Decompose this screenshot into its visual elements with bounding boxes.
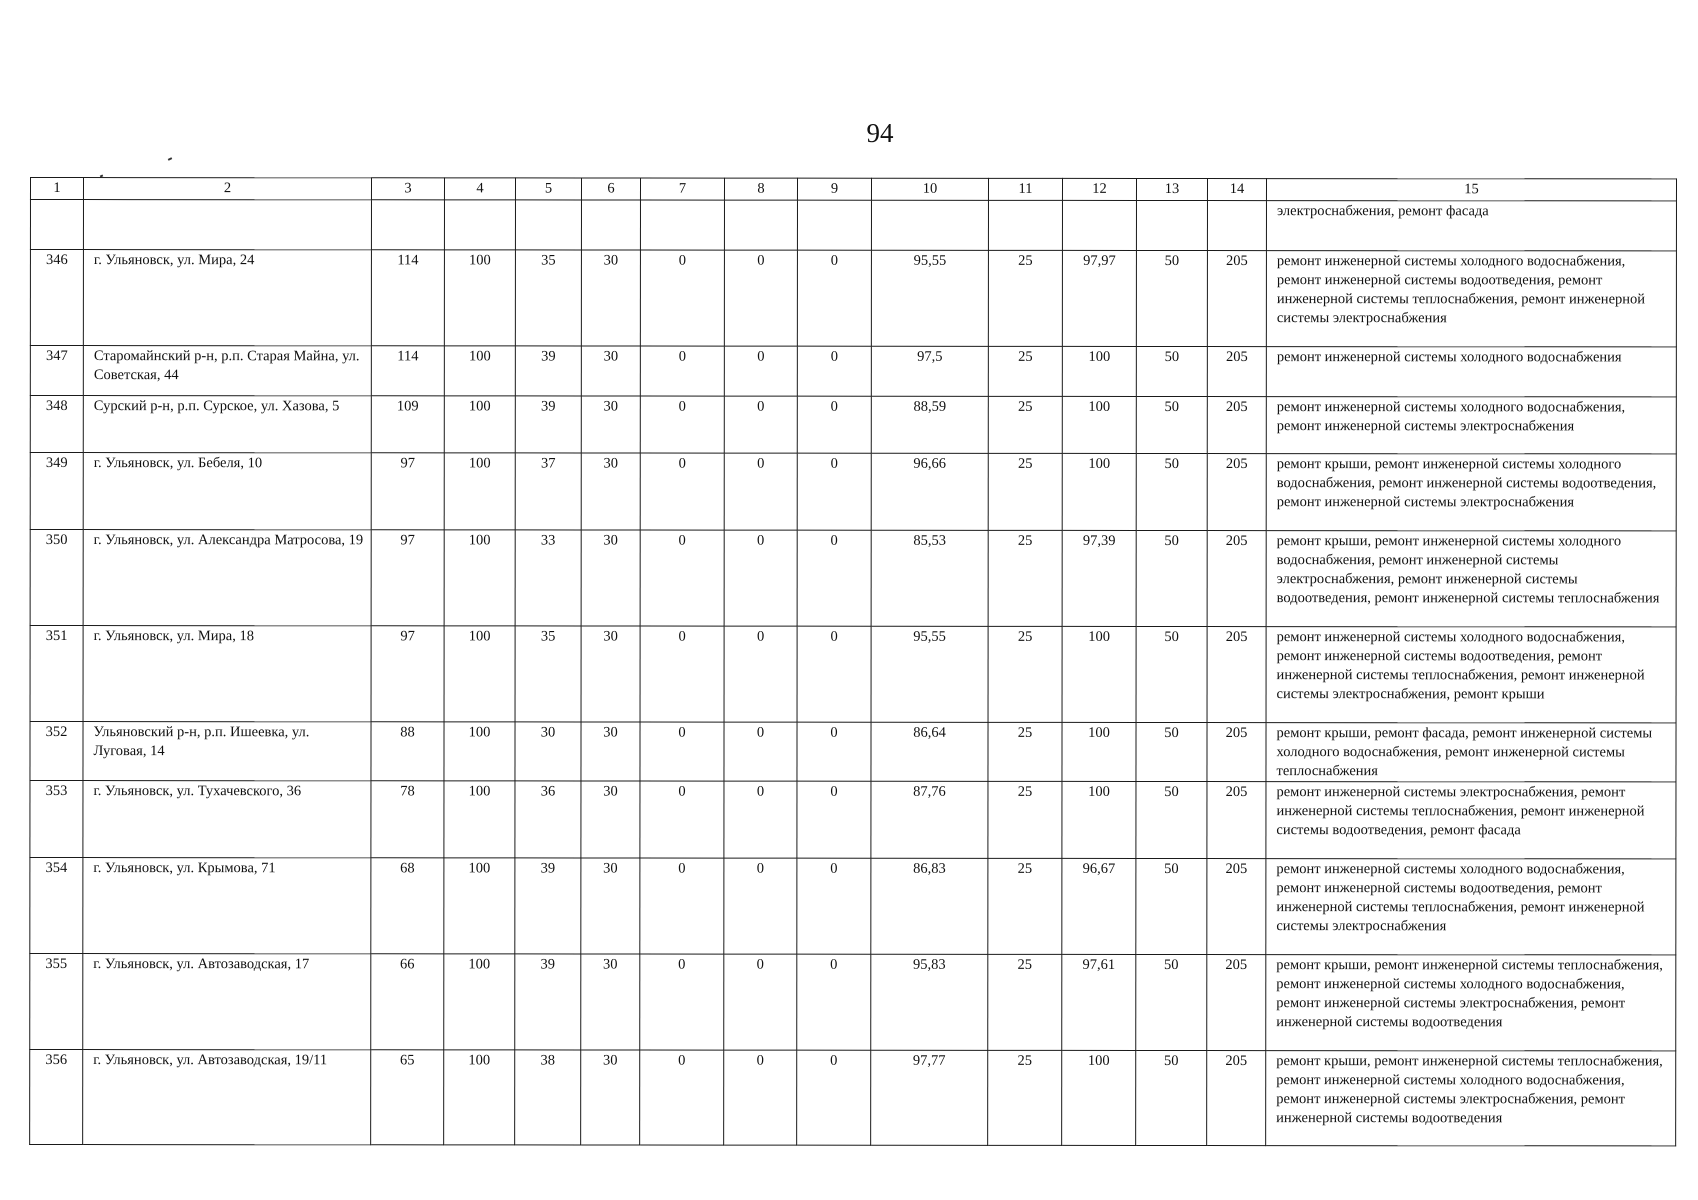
row-number-cell bbox=[30, 200, 83, 250]
header-row bbox=[30, 178, 1676, 201]
value-cell: 97,97 bbox=[1062, 250, 1136, 346]
value-cell: 50 bbox=[1136, 1050, 1207, 1145]
value-cell: 37 bbox=[515, 453, 581, 530]
value-cell: 0 bbox=[797, 722, 871, 781]
address-cell: Старомайнский р-н, р.п. Старая Майна, ул. Советская, 44 bbox=[83, 346, 371, 396]
value-cell: 30 bbox=[515, 722, 581, 781]
value-cell: 205 bbox=[1207, 531, 1266, 627]
value-cell: 0 bbox=[797, 250, 871, 346]
value-cell: 100 bbox=[444, 781, 515, 858]
work-description-cell: ремонт инженерной системы холодного водоснабжения, ремонт инженерной системы водоотведения, ремонт инженерной системы теплоснабжения, ремонт инженерной системы электроснабжения bbox=[1266, 859, 1676, 955]
value-cell: 0 bbox=[640, 250, 724, 346]
column-header: 6 bbox=[581, 178, 640, 200]
value-cell: 25 bbox=[988, 626, 1062, 722]
value-cell bbox=[1062, 200, 1136, 250]
value-cell: 205 bbox=[1207, 627, 1266, 723]
address-cell: г. Ульяновск, ул. Мира, 24 bbox=[83, 250, 371, 346]
value-cell: 205 bbox=[1207, 859, 1266, 955]
value-cell: 0 bbox=[797, 858, 871, 954]
value-cell: 109 bbox=[371, 396, 444, 453]
value-cell: 25 bbox=[988, 781, 1062, 858]
table-row bbox=[30, 781, 1676, 859]
value-cell: 30 bbox=[581, 781, 640, 858]
column-header: 7 bbox=[640, 178, 724, 200]
column-header: 1 bbox=[30, 178, 83, 200]
value-cell: 30 bbox=[581, 346, 640, 396]
value-cell: 25 bbox=[988, 722, 1062, 781]
value-cell: 85,53 bbox=[871, 530, 988, 626]
address-cell: г. Ульяновск, ул. Автозаводская, 17 bbox=[83, 954, 371, 1050]
value-cell: 100 bbox=[1062, 453, 1136, 530]
value-cell: 65 bbox=[371, 1050, 444, 1145]
value-cell: 0 bbox=[640, 626, 724, 722]
value-cell: 97,5 bbox=[871, 346, 988, 396]
table-row bbox=[30, 954, 1676, 1051]
value-cell: 88,59 bbox=[871, 396, 988, 453]
value-cell: 0 bbox=[724, 1050, 797, 1145]
row-number-cell: 354 bbox=[30, 858, 83, 954]
column-header: 2 bbox=[83, 178, 371, 200]
work-description-cell: ремонт крыши, ремонт инженерной системы теплоснабжения, ремонт инженерной системы холодного водоснабжения, ремонт инженерной системы электроснабжения, ремонт инженерной системы водоотведения bbox=[1266, 1051, 1676, 1146]
value-cell: 0 bbox=[797, 626, 871, 722]
value-cell: 100 bbox=[1062, 1050, 1136, 1145]
value-cell: 35 bbox=[515, 250, 581, 346]
value-cell: 97,77 bbox=[871, 1050, 988, 1145]
value-cell: 97,39 bbox=[1062, 530, 1136, 626]
column-header: 12 bbox=[1062, 178, 1136, 200]
value-cell: 205 bbox=[1207, 251, 1266, 347]
value-cell: 95,55 bbox=[871, 250, 988, 346]
table-row bbox=[30, 396, 1676, 454]
value-cell: 97 bbox=[371, 626, 444, 722]
value-cell: 39 bbox=[515, 396, 581, 453]
table-row bbox=[30, 453, 1676, 531]
address-cell: Ульяновский р-н, р.п. Ишеевка, ул. Луговая, 14 bbox=[83, 722, 371, 781]
value-cell bbox=[640, 200, 724, 250]
value-cell: 205 bbox=[1207, 454, 1266, 531]
value-cell: 66 bbox=[371, 954, 444, 1050]
value-cell: 0 bbox=[724, 858, 797, 954]
value-cell: 30 bbox=[581, 954, 640, 1050]
value-cell: 25 bbox=[988, 250, 1062, 346]
column-header: 15 bbox=[1266, 179, 1676, 201]
value-cell: 25 bbox=[988, 954, 1062, 1050]
row-number-cell: 348 bbox=[30, 396, 83, 453]
value-cell: 0 bbox=[797, 453, 871, 530]
value-cell: 30 bbox=[581, 1050, 640, 1145]
value-cell: 100 bbox=[444, 954, 515, 1050]
value-cell: 95,55 bbox=[871, 626, 988, 722]
table-row bbox=[30, 1050, 1676, 1146]
value-cell: 0 bbox=[797, 346, 871, 396]
value-cell bbox=[444, 200, 515, 250]
value-cell: 25 bbox=[988, 858, 1062, 954]
value-cell: 88 bbox=[371, 722, 444, 781]
value-cell: 205 bbox=[1207, 955, 1266, 1051]
value-cell: 0 bbox=[724, 626, 797, 722]
value-cell: 0 bbox=[724, 781, 797, 858]
table-row bbox=[30, 722, 1676, 782]
value-cell: 50 bbox=[1136, 396, 1207, 453]
value-cell: 30 bbox=[581, 396, 640, 453]
column-header: 3 bbox=[371, 178, 444, 200]
value-cell: 97 bbox=[371, 530, 444, 626]
value-cell: 100 bbox=[444, 346, 515, 396]
value-cell: 96,66 bbox=[871, 453, 988, 530]
value-cell: 100 bbox=[444, 626, 515, 722]
value-cell: 0 bbox=[640, 954, 724, 1050]
value-cell bbox=[724, 200, 797, 250]
value-cell: 114 bbox=[371, 250, 444, 346]
address-cell: г. Ульяновск, ул. Александра Матросова, 19 bbox=[83, 530, 371, 626]
value-cell: 33 bbox=[515, 530, 581, 626]
value-cell: 25 bbox=[988, 530, 1062, 626]
value-cell: 39 bbox=[515, 858, 581, 954]
row-number-cell: 355 bbox=[30, 954, 83, 1050]
table-row bbox=[30, 250, 1676, 347]
address-cell: г. Ульяновск, ул. Бебеля, 10 bbox=[83, 453, 371, 530]
value-cell: 100 bbox=[444, 530, 515, 626]
column-header: 10 bbox=[871, 178, 988, 200]
value-cell: 35 bbox=[515, 626, 581, 722]
scan-mark bbox=[168, 157, 172, 161]
value-cell: 25 bbox=[988, 346, 1062, 396]
row-number-cell: 349 bbox=[30, 453, 83, 530]
value-cell: 97 bbox=[371, 453, 444, 530]
value-cell: 50 bbox=[1136, 858, 1207, 954]
value-cell: 86,64 bbox=[871, 722, 988, 781]
value-cell: 0 bbox=[724, 722, 797, 781]
value-cell: 0 bbox=[797, 954, 871, 1050]
value-cell: 30 bbox=[581, 626, 640, 722]
value-cell: 100 bbox=[444, 453, 515, 530]
value-cell: 0 bbox=[724, 396, 797, 453]
value-cell: 0 bbox=[797, 396, 871, 453]
column-header: 8 bbox=[724, 178, 797, 200]
table-row bbox=[30, 346, 1676, 397]
table-row bbox=[30, 200, 1676, 251]
value-cell bbox=[371, 200, 444, 250]
value-cell: 0 bbox=[640, 396, 724, 453]
value-cell: 50 bbox=[1136, 530, 1207, 626]
address-cell bbox=[83, 200, 371, 250]
value-cell: 39 bbox=[515, 954, 581, 1050]
value-cell: 0 bbox=[797, 530, 871, 626]
value-cell: 0 bbox=[724, 530, 797, 626]
value-cell: 50 bbox=[1136, 781, 1207, 858]
value-cell: 100 bbox=[444, 1050, 515, 1145]
row-number-cell: 356 bbox=[30, 1050, 83, 1145]
value-cell: 205 bbox=[1207, 397, 1266, 454]
value-cell: 114 bbox=[371, 346, 444, 396]
value-cell: 96,67 bbox=[1062, 858, 1136, 954]
value-cell: 30 bbox=[581, 453, 640, 530]
value-cell: 39 bbox=[515, 346, 581, 396]
value-cell: 100 bbox=[444, 858, 515, 954]
value-cell bbox=[1207, 201, 1266, 251]
value-cell: 0 bbox=[797, 1050, 871, 1145]
value-cell: 0 bbox=[640, 1050, 724, 1145]
value-cell: 68 bbox=[371, 858, 444, 954]
address-cell: г. Ульяновск, ул. Автозаводская, 19/11 bbox=[83, 1050, 371, 1145]
value-cell: 0 bbox=[724, 346, 797, 396]
row-number-cell: 353 bbox=[30, 781, 83, 858]
row-number-cell: 352 bbox=[30, 722, 83, 781]
value-cell: 97,61 bbox=[1062, 954, 1136, 1050]
address-cell: г. Ульяновск, ул. Крымова, 71 bbox=[83, 858, 371, 954]
value-cell: 205 bbox=[1207, 782, 1266, 859]
table-row bbox=[30, 858, 1676, 955]
work-description-cell: ремонт крыши, ремонт инженерной системы холодного водоснабжения, ремонт инженерной системы электроснабжения, ремонт инженерной системы водоотведения, ремонт инженерной системы теплоснабжения bbox=[1266, 531, 1676, 627]
value-cell: 0 bbox=[640, 530, 724, 626]
value-cell: 25 bbox=[988, 396, 1062, 453]
work-description-cell: электроснабжения, ремонт фасада bbox=[1266, 201, 1676, 251]
work-description-cell: ремонт крыши, ремонт инженерной системы холодного водоснабжения, ремонт инженерной системы водоотведения, ремонт инженерной системы электроснабжения bbox=[1266, 454, 1676, 531]
value-cell: 30 bbox=[581, 530, 640, 626]
value-cell: 205 bbox=[1207, 347, 1266, 397]
value-cell: 100 bbox=[1062, 722, 1136, 781]
value-cell: 78 bbox=[371, 781, 444, 858]
value-cell: 50 bbox=[1136, 954, 1207, 1050]
value-cell bbox=[515, 200, 581, 250]
value-cell bbox=[1136, 200, 1207, 250]
value-cell: 25 bbox=[988, 453, 1062, 530]
value-cell: 0 bbox=[640, 858, 724, 954]
table-row bbox=[30, 626, 1676, 723]
value-cell: 87,76 bbox=[871, 781, 988, 858]
value-cell bbox=[988, 200, 1062, 250]
row-number-cell: 347 bbox=[30, 346, 83, 396]
row-number-cell: 351 bbox=[30, 626, 83, 722]
value-cell: 30 bbox=[581, 250, 640, 346]
value-cell: 38 bbox=[515, 1050, 581, 1145]
value-cell: 205 bbox=[1207, 1051, 1266, 1146]
value-cell: 0 bbox=[724, 250, 797, 346]
value-cell: 36 bbox=[515, 781, 581, 858]
address-cell: Сурский р-н, р.п. Сурское, ул. Хазова, 5 bbox=[83, 396, 371, 453]
value-cell: 100 bbox=[1062, 346, 1136, 396]
value-cell: 30 bbox=[581, 722, 640, 781]
value-cell: 0 bbox=[640, 722, 724, 781]
column-header: 14 bbox=[1207, 179, 1266, 201]
row-number-cell: 350 bbox=[30, 530, 83, 626]
value-cell: 0 bbox=[797, 781, 871, 858]
value-cell bbox=[871, 200, 988, 250]
value-cell: 50 bbox=[1136, 722, 1207, 781]
work-description-cell: ремонт инженерной системы холодного водоснабжения, ремонт инженерной системы электроснабжения bbox=[1266, 397, 1676, 454]
table-row bbox=[30, 530, 1676, 627]
address-cell: г. Ульяновск, ул. Мира, 18 bbox=[83, 626, 371, 722]
value-cell: 25 bbox=[988, 1050, 1062, 1145]
row-number-cell: 346 bbox=[30, 250, 83, 346]
value-cell: 100 bbox=[444, 722, 515, 781]
value-cell: 100 bbox=[444, 250, 515, 346]
value-cell: 0 bbox=[724, 954, 797, 1050]
column-header: 9 bbox=[797, 178, 871, 200]
value-cell: 86,83 bbox=[871, 858, 988, 954]
column-header: 4 bbox=[444, 178, 515, 200]
work-description-cell: ремонт крыши, ремонт инженерной системы теплоснабжения, ремонт инженерной системы холодного водоснабжения, ремонт инженерной системы электроснабжения, ремонт инженерной системы водоотведения bbox=[1266, 955, 1676, 1051]
value-cell: 50 bbox=[1136, 626, 1207, 722]
column-header: 11 bbox=[988, 178, 1062, 200]
value-cell: 100 bbox=[1062, 396, 1136, 453]
column-header: 13 bbox=[1136, 178, 1207, 200]
value-cell: 100 bbox=[444, 396, 515, 453]
value-cell: 50 bbox=[1136, 250, 1207, 346]
value-cell: 95,83 bbox=[871, 954, 988, 1050]
column-header: 5 bbox=[515, 178, 581, 200]
work-description-cell: ремонт крыши, ремонт фасада, ремонт инженерной системы холодного водоснабжения, ремонт инженерной системы теплоснабжения bbox=[1266, 723, 1676, 782]
work-description-cell: ремонт инженерной системы холодного водоснабжения, ремонт инженерной системы водоотведения, ремонт инженерной системы теплоснабжения, ремонт инженерной системы электроснабжения bbox=[1266, 251, 1676, 347]
work-description-cell: ремонт инженерной системы холодного водоснабжения bbox=[1266, 347, 1676, 397]
address-cell: г. Ульяновск, ул. Тухачевского, 36 bbox=[83, 781, 371, 858]
table-sheet bbox=[29, 177, 1676, 1146]
value-cell bbox=[797, 200, 871, 250]
value-cell: 30 bbox=[581, 858, 640, 954]
value-cell: 0 bbox=[640, 346, 724, 396]
repair-table bbox=[29, 177, 1677, 1146]
value-cell: 100 bbox=[1062, 781, 1136, 858]
value-cell: 50 bbox=[1136, 346, 1207, 396]
work-description-cell: ремонт инженерной системы электроснабжения, ремонт инженерной системы теплоснабжения, ремонт инженерной системы водоотведения, ремонт фасада bbox=[1266, 782, 1676, 859]
value-cell: 50 bbox=[1136, 453, 1207, 530]
value-cell: 0 bbox=[640, 781, 724, 858]
value-cell: 0 bbox=[640, 453, 724, 530]
work-description-cell: ремонт инженерной системы холодного водоснабжения, ремонт инженерной системы водоотведения, ремонт инженерной системы теплоснабжения, ремонт инженерной системы электроснабжения, ремонт крыши bbox=[1266, 627, 1676, 723]
page-number: 94 bbox=[866, 118, 894, 148]
value-cell: 100 bbox=[1062, 626, 1136, 722]
value-cell: 205 bbox=[1207, 723, 1266, 782]
value-cell bbox=[581, 200, 640, 250]
value-cell: 0 bbox=[724, 453, 797, 530]
